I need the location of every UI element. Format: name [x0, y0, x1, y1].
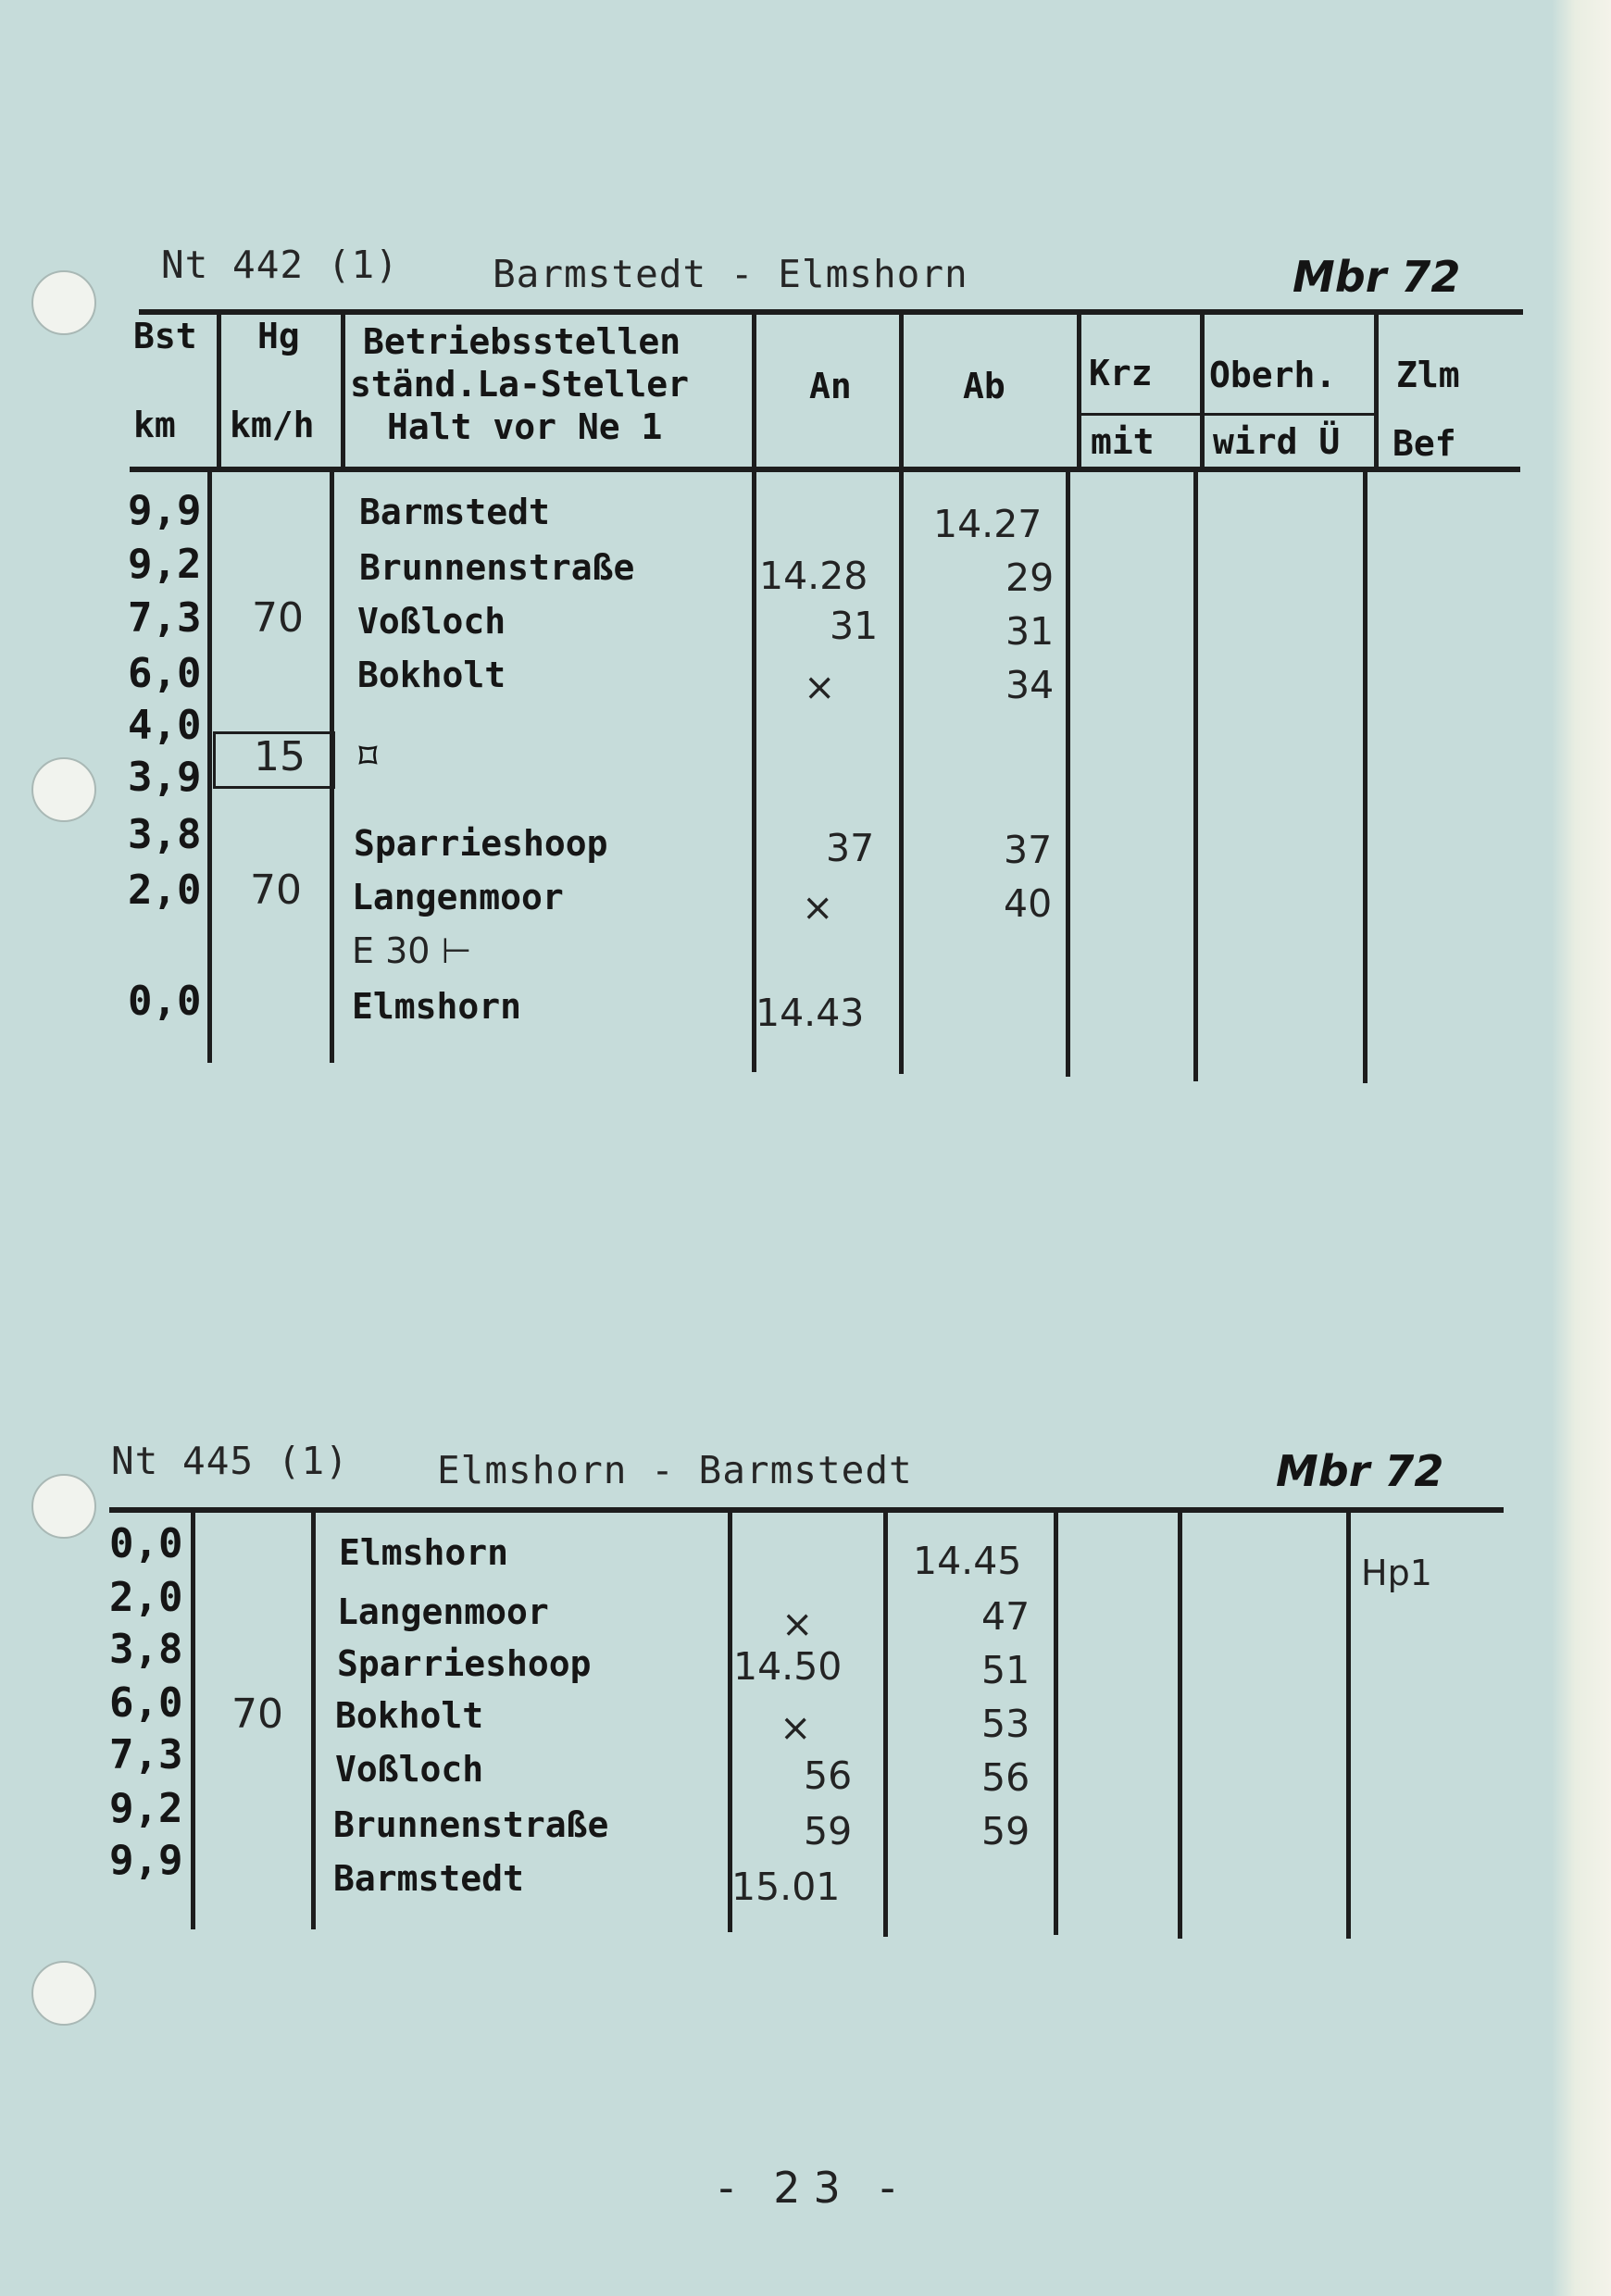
row-km: 2,0 [128, 867, 202, 914]
row-station: Barmstedt [359, 492, 550, 532]
row-station: Sparrieshoop [337, 1643, 592, 1684]
col-divider [217, 313, 221, 467]
col-line [899, 313, 904, 1074]
row-an: 15.01 [731, 1865, 841, 1909]
row-km: 9,2 [109, 1785, 183, 1832]
col-line [1346, 1511, 1351, 1939]
row-km: 3,8 [109, 1626, 183, 1673]
header-ab: Ab [963, 366, 1005, 406]
col-line [1054, 1511, 1058, 1935]
punch-hole [31, 270, 96, 335]
header-mit: mit [1091, 421, 1155, 462]
header-km: km [133, 405, 176, 445]
punch-hole [31, 1474, 96, 1539]
col-divider [1200, 313, 1205, 467]
row-an: × [780, 1705, 812, 1750]
row-ab: 37 [1004, 828, 1053, 872]
row-ab: 14.45 [913, 1539, 1022, 1583]
header-zlm: Zlm [1396, 355, 1460, 395]
row-km: 4,0 [128, 702, 202, 749]
row-an: 14.28 [759, 554, 868, 598]
row-ab: 59 [981, 1809, 1030, 1853]
row-km: 9,2 [128, 541, 202, 588]
col-line [752, 470, 756, 1072]
header-hg: Hg [257, 316, 300, 356]
row-an: 56 [804, 1753, 853, 1798]
col-line [191, 1511, 195, 1929]
col-divider [341, 313, 345, 467]
col-line [207, 470, 212, 1063]
header-top-rule [109, 1507, 1504, 1513]
row-ab: 40 [1004, 881, 1053, 926]
signal-symbol: ⌑ [357, 736, 379, 777]
row-station: Langenmoor [337, 1591, 549, 1632]
row-km: 9,9 [109, 1837, 183, 1884]
row-km: 3,8 [128, 811, 202, 858]
row-an: 37 [826, 826, 875, 870]
route-title: Barmstedt - Elmshorn [493, 252, 968, 296]
row-speed: 70 [250, 867, 302, 914]
row-ab: 56 [981, 1755, 1030, 1800]
row-station: Sparrieshoop [354, 823, 608, 864]
row-km: 6,0 [128, 650, 202, 697]
header-top-rule [139, 309, 1523, 315]
row-ab: 29 [1005, 555, 1055, 600]
zlm-hp1: Hp1 [1361, 1553, 1432, 1593]
row-station: Barmstedt [333, 1858, 524, 1899]
row-station: Brunnenstraße [359, 547, 635, 588]
punch-hole [31, 757, 96, 822]
row-km: 6,0 [109, 1679, 183, 1727]
header-bef: Bef [1392, 423, 1456, 464]
header-kmh: km/h [230, 405, 315, 445]
col-line [1066, 470, 1070, 1077]
header-an: An [809, 366, 852, 406]
train-number-title: Nt 442 (1) [161, 243, 399, 287]
row-station: Voßloch [357, 601, 506, 642]
header-sub-rule [1081, 413, 1376, 416]
header-krz: Krz [1089, 353, 1153, 393]
col-divider [1077, 313, 1081, 467]
row-km: 0,0 [109, 1520, 183, 1567]
row-station: Brunnenstraße [333, 1804, 609, 1845]
header-betriebsstellen: Betriebsstellen [363, 321, 681, 362]
train-number-title: Nt 445 (1) [111, 1439, 349, 1483]
row-km: 0,0 [128, 978, 202, 1025]
header-la-steller: ständ.La-Steller [350, 364, 690, 405]
row-an: 14.50 [733, 1644, 843, 1689]
row-ab: 51 [981, 1648, 1030, 1692]
row-station: Bokholt [335, 1695, 484, 1736]
col-line [1363, 470, 1367, 1083]
row-an: × [781, 1602, 814, 1646]
row-ab: 34 [1005, 663, 1055, 707]
col-line [311, 1511, 316, 1929]
row-km: 9,9 [128, 487, 202, 534]
header-oberh: Oberh. [1209, 355, 1337, 395]
row-ab: 14.27 [933, 502, 1043, 546]
row-km: 2,0 [109, 1574, 183, 1621]
header-bottom-rule [130, 467, 1520, 472]
page-number: - 23 - [718, 2163, 908, 2213]
row-speed: 70 [231, 1691, 283, 1738]
row-station: E 30 ⊢ [352, 930, 472, 971]
row-an: × [804, 665, 836, 709]
row-km: 7,3 [128, 594, 202, 642]
col-line [1178, 1511, 1182, 1939]
punch-hole [31, 1961, 96, 2026]
col-divider [1374, 313, 1379, 467]
row-ab: 31 [1005, 609, 1055, 654]
row-station: Bokholt [357, 655, 506, 695]
route-title: Elmshorn - Barmstedt [437, 1448, 913, 1492]
page-edge [1552, 0, 1611, 2296]
col-line [1193, 470, 1198, 1081]
row-station: Langenmoor [352, 877, 564, 917]
row-ab: 53 [981, 1702, 1030, 1746]
row-speed: 70 [252, 594, 304, 642]
row-km: 3,9 [128, 754, 202, 801]
col-line [883, 1511, 888, 1937]
row-station: Elmshorn [352, 986, 522, 1027]
header-halt: Halt vor Ne 1 [387, 406, 663, 447]
row-ab: 47 [981, 1594, 1030, 1639]
header-wird: wird Ü [1213, 421, 1341, 462]
row-an: 14.43 [756, 991, 865, 1035]
row-station: Elmshorn [339, 1532, 509, 1573]
mbr-label: Mbr 72 [1276, 1446, 1444, 1496]
row-station: Voßloch [335, 1749, 484, 1790]
row-an: 59 [804, 1809, 853, 1853]
row-an: × [802, 885, 834, 930]
row-km: 7,3 [109, 1731, 183, 1778]
header-bst: Bst [133, 316, 197, 356]
row-speed: 15 [254, 733, 306, 780]
col-divider [752, 313, 756, 467]
mbr-label: Mbr 72 [1293, 252, 1461, 302]
row-an: 31 [830, 604, 879, 648]
